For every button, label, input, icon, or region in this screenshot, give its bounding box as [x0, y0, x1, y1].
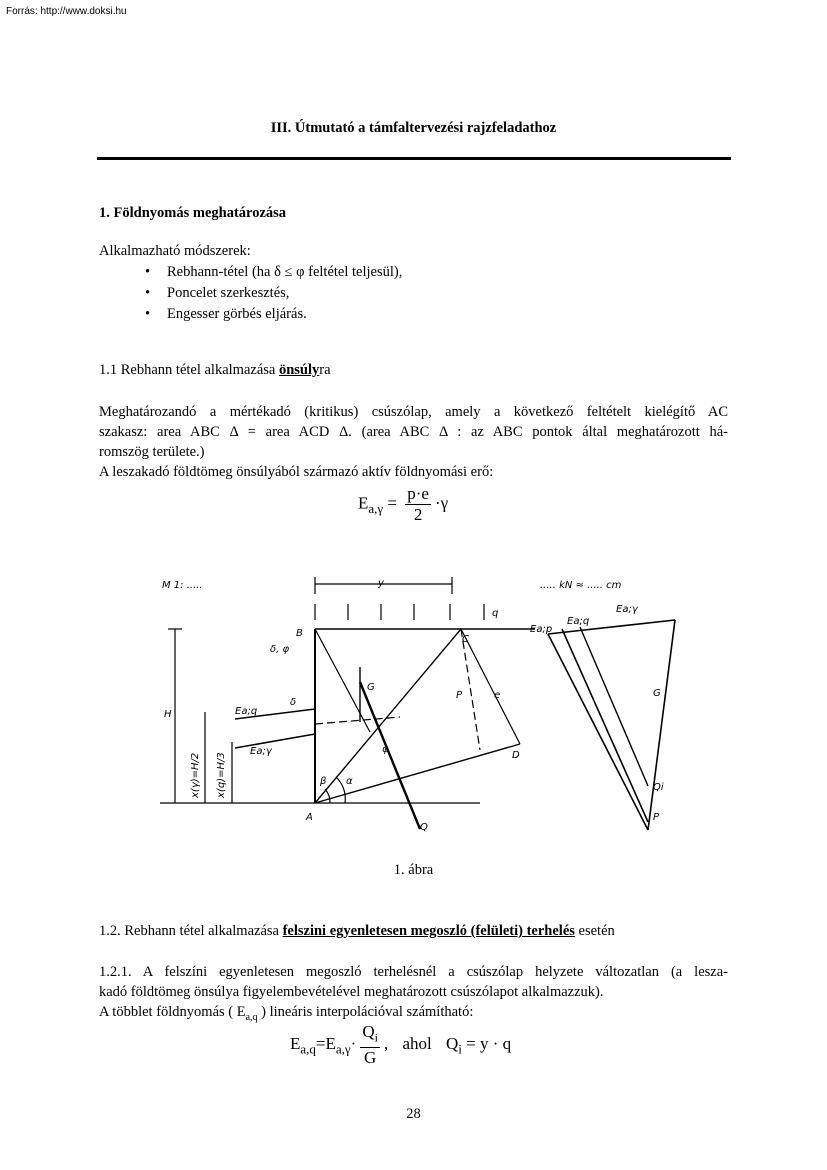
- section-1-heading: 1. Földnyomás meghatározása: [99, 205, 287, 221]
- label-delta-phi: δ, φ: [270, 644, 290, 655]
- label-eap-poly: Ea;p: [530, 624, 553, 635]
- formula-ea-gamma: $E_{a,\gamma}$ = $\frac{p\cdot e}{2}$ ·γ: [358, 484, 449, 524]
- paragraph-surface-load: 1.2.1. A felszíni egyenletesen megoszló terhelésnél a csúszólap helyzete változatlan (a lesza- kadó földtömeg önsúlya figyelembevételével meghatározott csúszólapot alkalmazzuk).: [99, 964, 728, 1000]
- line-bg: [315, 629, 370, 732]
- paragraph-active-force: A leszakadó földtömeg önsúlyából származó aktív földnyomási erő:: [99, 464, 494, 480]
- method-item: • Poncelet szerkesztés,: [145, 283, 402, 304]
- label-delta: δ: [290, 697, 297, 708]
- source-url: Forrás: http://www.doksi.hu: [6, 6, 127, 17]
- label-b: B: [296, 628, 303, 639]
- label-p: P: [456, 690, 463, 701]
- label-xg: x(γ)=H/2: [190, 752, 201, 798]
- slip-line-ac: [315, 629, 461, 803]
- arrow-eag: [235, 734, 315, 748]
- label-p-poly: P: [653, 812, 660, 823]
- label-phi: φ: [382, 744, 389, 755]
- methods-list: [145, 262, 402, 325]
- arc-alpha: [336, 777, 345, 803]
- label-h: H: [164, 709, 172, 720]
- label-g-poly: G: [653, 688, 661, 699]
- section-1-2-heading: 1.2. Rebhann tétel alkalmazása felszini egyenletesen megoszló (felületi) terhelés esetén: [99, 923, 615, 939]
- label-eag: Ea;γ: [250, 746, 272, 757]
- label-xq: x(q)=H/3: [216, 752, 227, 798]
- poly-eaq: [562, 629, 648, 822]
- methods-label: Alkalmazható módszerek:: [99, 243, 251, 259]
- poly-g: [648, 620, 675, 830]
- formula-ea-q: $E_{a,q}=E_{a,\gamma}\cdot$ $\frac{Q_i}{G}$ , ahol $Q_i = y \cdot q$: [290, 1022, 512, 1068]
- figure-caption: 1. ábra: [393, 862, 434, 878]
- label-e: e: [494, 690, 501, 701]
- label-eaq: Ea;q: [235, 706, 258, 717]
- page-number: 28: [406, 1106, 421, 1122]
- paragraph-extra-pressure: A többlet földnyomás ( $E_{a,q}$ ) lineáris interpolációval számítható:: [99, 1004, 474, 1023]
- label-eaq-poly: Ea;q: [567, 616, 590, 627]
- section-1-1-heading: 1.1 Rebhann tétel alkalmazása önsúlyra: [99, 362, 331, 378]
- label-eag-poly: Ea;γ: [616, 604, 638, 615]
- emphasis-onsuly: önsúly: [278, 362, 320, 378]
- label-g: G: [367, 682, 375, 693]
- emphasis-surface-load: felszini egyenletesen megoszló (felületi) terhelés: [282, 923, 575, 939]
- poly-eap: [548, 634, 648, 830]
- title-divider: [97, 157, 731, 160]
- method-item: • Rebhann-tétel (ha δ ≤ φ feltétel teljesül),: [145, 262, 402, 283]
- label-force-scale: ..... kN ≈ ..... cm: [540, 580, 622, 591]
- label-qi-poly: Qi: [653, 782, 664, 793]
- rebhann-diagram: [150, 572, 690, 842]
- label-beta: β: [320, 776, 327, 787]
- page-title: III. Útmutató a támfaltervezési rajzfeladathoz: [270, 120, 557, 136]
- label-scale: M 1: .....: [162, 580, 203, 591]
- label-d: D: [512, 750, 520, 761]
- label-y: y: [378, 578, 384, 589]
- arrow-q: [360, 682, 420, 829]
- line-ad: [315, 744, 520, 803]
- label-alpha: α: [346, 776, 353, 787]
- paragraph-critical-slip: Meghatározandó a mértékadó (kritikus) csúszólap, amely a következő feltételt kielégítő AC szakasz: area ABC Δ = area ACD Δ. (area ABC Δ : az ABC pontok által meghatározott há- romszög területe.): [99, 404, 728, 460]
- label-q-force: Q: [420, 822, 428, 833]
- line-cd: [461, 629, 520, 744]
- label-q: q: [492, 608, 499, 619]
- label-c: C: [462, 634, 469, 645]
- label-a: A: [306, 812, 313, 823]
- method-item: • Engesser görbés eljárás.: [145, 304, 402, 325]
